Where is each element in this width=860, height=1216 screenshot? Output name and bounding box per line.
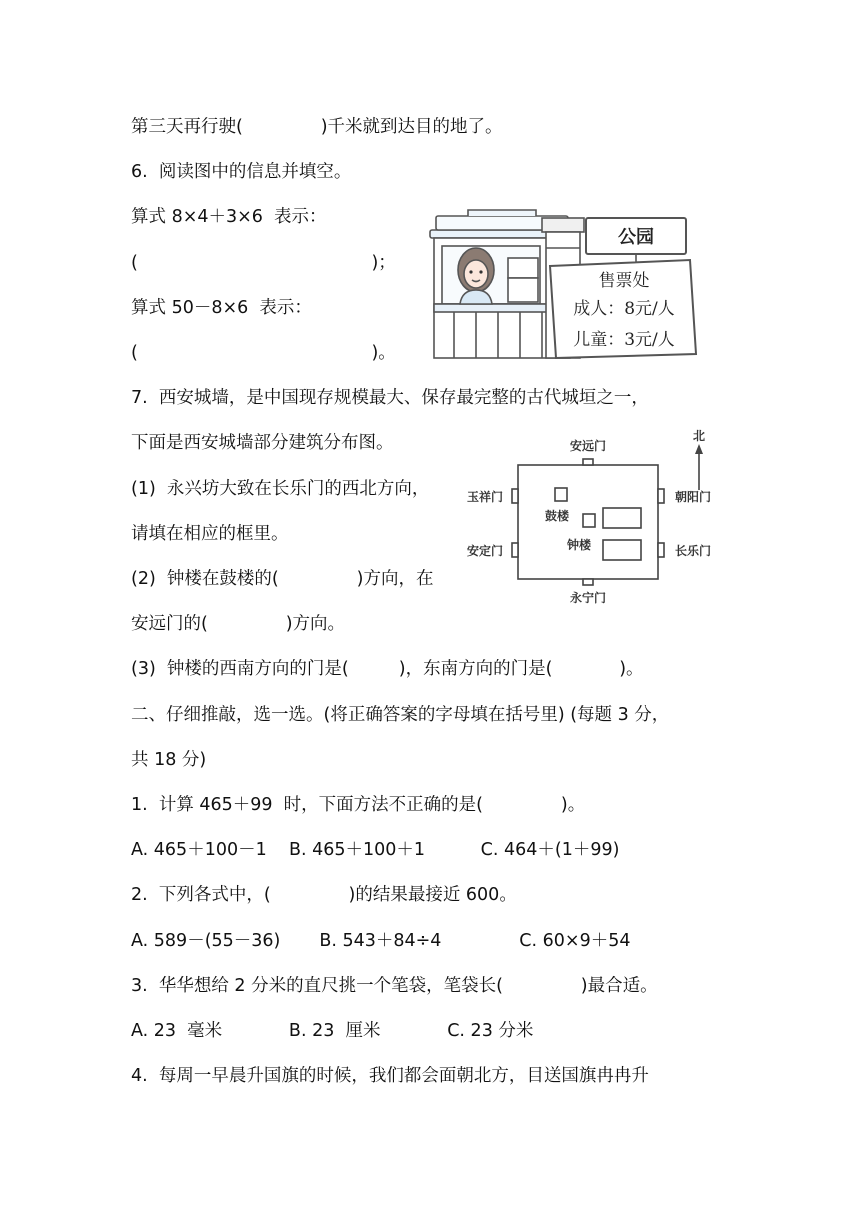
text-line: (2) 钟楼在鼓楼的( )方向，在 [131, 569, 434, 589]
answer-blank-line: ( )。 [131, 343, 396, 363]
options-line: A. 465＋100－1 B. 465＋100＋1 C. 464＋(1＋99) [131, 840, 620, 860]
gate-changle: 长乐门 [674, 544, 712, 558]
options-line: A. 23 毫米 B. 23 厘米 C. 23 分米 [131, 1021, 534, 1041]
text-line: (3) 钟楼的西南方向的门是( )，东南方向的门是( )。 [131, 659, 644, 679]
question-heading: 1. 计算 465＋99 时，下面方法不正确的是( )。 [131, 795, 586, 815]
north-label: 北 [692, 429, 706, 443]
answer-blank-line: ( )； [131, 253, 396, 273]
question-heading: 3. 华华想给 2 分米的直尺挑一个笔袋，笔袋长( )最合适。 [131, 976, 658, 996]
question-heading: 6. 阅读图中的信息并填空。 [131, 162, 352, 182]
text-line: 算式 8×4＋3×6 表示： [131, 207, 327, 227]
text-line: 算式 50－8×6 表示： [131, 298, 312, 318]
ticket-board-title: 售票处 [598, 271, 650, 291]
section-heading: 二、仔细推敲，选一选。(将正确答案的字母填在括号里) (每题 3 分， [131, 705, 670, 725]
text-line: 第三天再行驶( )千米就到达目的地了。 [131, 117, 503, 137]
park-sign-text: 公园 [618, 227, 654, 248]
question-heading: 2. 下列各式中，( )的结果最接近 600。 [131, 885, 517, 905]
gate-yuxiang: 玉祥门 [466, 490, 504, 504]
bell-tower-label: 钟楼 [566, 538, 592, 552]
child-price: 儿童：3元/人 [573, 330, 675, 350]
text-line: (1) 永兴坊大致在长乐门的西北方向， [131, 479, 430, 499]
ticket-booth-illustration [428, 208, 708, 360]
text-line: 请填在相应的框里。 [131, 524, 289, 544]
gate-yongning: 永宁门 [569, 591, 607, 605]
text-line: 安远门的( )方向。 [131, 614, 346, 634]
gate-anding: 安定门 [466, 544, 504, 558]
adult-price: 成人：8元/人 [573, 299, 675, 319]
question-heading: 4. 每周一早晨升国旗的时候，我们都会面朝北方，目送国旗冉冉升 [131, 1066, 649, 1086]
text-line: 下面是西安城墙部分建筑分布图。 [131, 433, 394, 453]
gate-anyuan: 安远门 [569, 439, 607, 453]
city-wall-map [455, 428, 725, 613]
drum-tower-label: 鼓楼 [544, 509, 570, 523]
options-line: A. 589－(55－36) B. 543＋84÷4 C. 60×9＋54 [131, 931, 631, 951]
gate-chaoyang: 朝阳门 [674, 490, 712, 504]
text-line: 共 18 分) [131, 750, 207, 770]
question-heading: 7. 西安城墙，是中国现存规模最大、保存最完整的古代城垣之一， [131, 388, 649, 408]
